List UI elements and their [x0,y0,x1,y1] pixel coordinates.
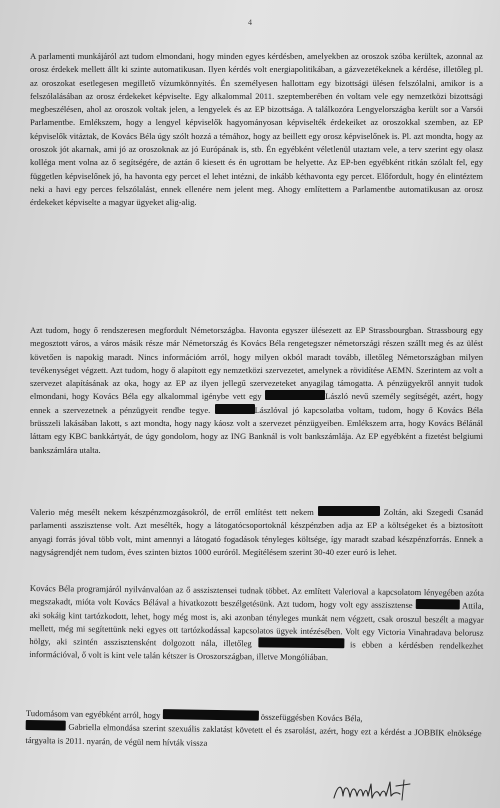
text-segment: Tudomásom van egyébként arról, hogy [25,707,161,721]
paragraph-germany [30,324,483,457]
text-segment: Attila, aki sokáig kint tartózkodott, lehet, hogy még most is, aki azonban tényleges munkát nem végzett, csak oroszul beszélt a magyar mellett, még mi segítettünk neki egyes ott tartózkodással kapcsolatos ügyek intézésében. Volt egy Victoria Vinahradava belorusz hölgy, aki szintén asszisztensként dolgozott nála, illetőleg [29,600,484,649]
text-segment: összefüggésben Kovács Béla, [260,711,363,724]
redaction-bar [215,404,255,414]
text-segment: Azt tudom, hogy ő rendszeresen megfordult Németországba. Havonta egyszer ülésezett az EP Strassbourgban. Strassbourg egy megosztott város, a város másik része már Németország és Kovács Béla rengetegszer németországi részen szállt meg és az ülést követően is napokig maradt. Nincs információm arról, hogy milyen okból maradt tovább, illetőleg Németországban milyen tevékenységet végzett. Azt tudom, hogy ő alapított egy nemzetközi szervezetet, amelynek a rövidítése AEMN. Szerintem az volt a szervezet alapításának az oka, hogy az EP az ilyen jellegű szervezeteket anyagilag támogatta. A pénzügyekről annyit tudok elmondani, hogy Kovács Béla egy alkalommal igénybe vett egy [30,325,483,402]
handwritten-signature [330,772,470,806]
text-segment: Lászlóval jó kapcsolatba voltam, tudom, hogy ő Kovács Béla brüsszeli lakásában lakott, s azt mondta, hogy nagy káosz volt a szervezet pénzügyeiben. Emlékszem arra, hogy Kovács Bélánál láttam egy KBC bankkártyát, de úgy gondolom, hogy az ING Banknál is volt bankszámlája. Az EP egyébként a fizetést belgiumi bankszámlára utalta. [30,404,483,455]
text-segment: is ebben a kérdésben rendelkezhet információval, ő volt is kint vele talán kétszer is Oroszországban, illetve Mongóliában. [29,639,484,663]
text-segment: Zoltán, aki Szegedi Csanád parlamenti asszisztense volt. Azt mesélték, hogy a látogatócsoportoknál készpénzben adja az EP a költségeket és a biztosított anyagi forrás jóval több volt, mint amennyi a látogató fogadások tényleges költsége, így maradt szabad készpénzforrás. Ennek a nagyságrendjét nem tudom, éves szinten biztos 1000 euróról. Megítélésem szerint 30-40 ezer euró is lehet. [30,507,484,557]
paragraph-assistants [29,582,484,667]
text-segment: László nevű személy segítségét, azért, hogy ennek a szervezetnek a pénzügyeit rendbe tegye. [30,391,484,415]
redaction-bar [163,709,259,721]
redaction-bar [318,506,380,516]
text-segment: Gabriella elmondása szerint szexuális zaklatást követett el és zsarolást, azért, hogy ezt a kérdést a JOBBIK elnöksége tárgyalta is 2011. nyarán, de végül nem hívták vissza [25,721,482,748]
text-segment: Kovács Béla programjáról nyilvánvalóan az ő asszisztensei tudnak többet. Az említett Valerioval a kapcsolatom lényegében azóta megszakadt, mióta volt Kovács Bélával a hivatkozott beszélgetésünk. Azt tudom, hogy volt egy asszisztense [29,582,484,611]
page-number: 4 [248,18,252,27]
paragraph-parliament-work: A parlamenti munkájáról azt tudom elmondani, hogy minden egyes kérdésben, amelyekben az oroszok szóba kerültek, azonnal az orosz érdekek mellett állt ki szinte automatikusan. Ilyen kérdés volt energiapolitikában, a gázvezetékeknek a kérdése, illetőleg pl. az oroszokat esetlegesen megillető vízumkönnyítés. Én személyesen hallottam egy bizottsági ülésen felszólalni, amikor is a felszólalásában az orosz érdekeket képviselte. Egy alkalommal 2011. szeptemberében én voltam vele egy nemzetközi bizottsági megbeszélésen, ahol az oroszok voltak jelen, a lengyelek és az EP bizottsága. A találkozóra Lengyelországba került sor a Varsói Parlamentbe. Emlékszem, hogy a lengyel képviselők hagyományosan képviselték érdekeiket az oroszokkal szemben, az EP képviselők vitáztak, de Kovács Béla úgy szólt hozzá a témához, hogy az beillett egy orosz képviselőnek is. Pl. azt mondta, hogy az oroszok jót akarnak, ami jó az oroszoknak az jó Európának is, stb. Én egyébként véletlenül utaztam vele, a terv szerint egy olasz kolléga ment volna az ő segítségére, de aztán ő kiesett és én ugrottam be helyette. Az EP-ben egyébként ritkán szólalt fel, egy független képviselőnek jó, ha havonta egy percet el lehet intézni, de inkább kéthavonta egy percet. Előfordult, hogy én elintéztem neki a havi egy perces felszólalást, ennek ellenére nem jelent meg. Ahogy említettem a Parlamentbe automatikusan az orosz érdekeket képviselte a magyar ügyeket alig-alig. [30,51,483,208]
paragraph-cash-movements [30,506,483,559]
text-segment: Valerio még mesélt nekem készpénzmozgásokról, de erről említést tett nekem [30,507,314,517]
redaction-bar [265,390,325,400]
redaction-bar [416,599,460,609]
paragraph-knowledge [25,707,482,754]
redaction-bar [258,638,344,649]
redaction-bar [26,720,66,731]
